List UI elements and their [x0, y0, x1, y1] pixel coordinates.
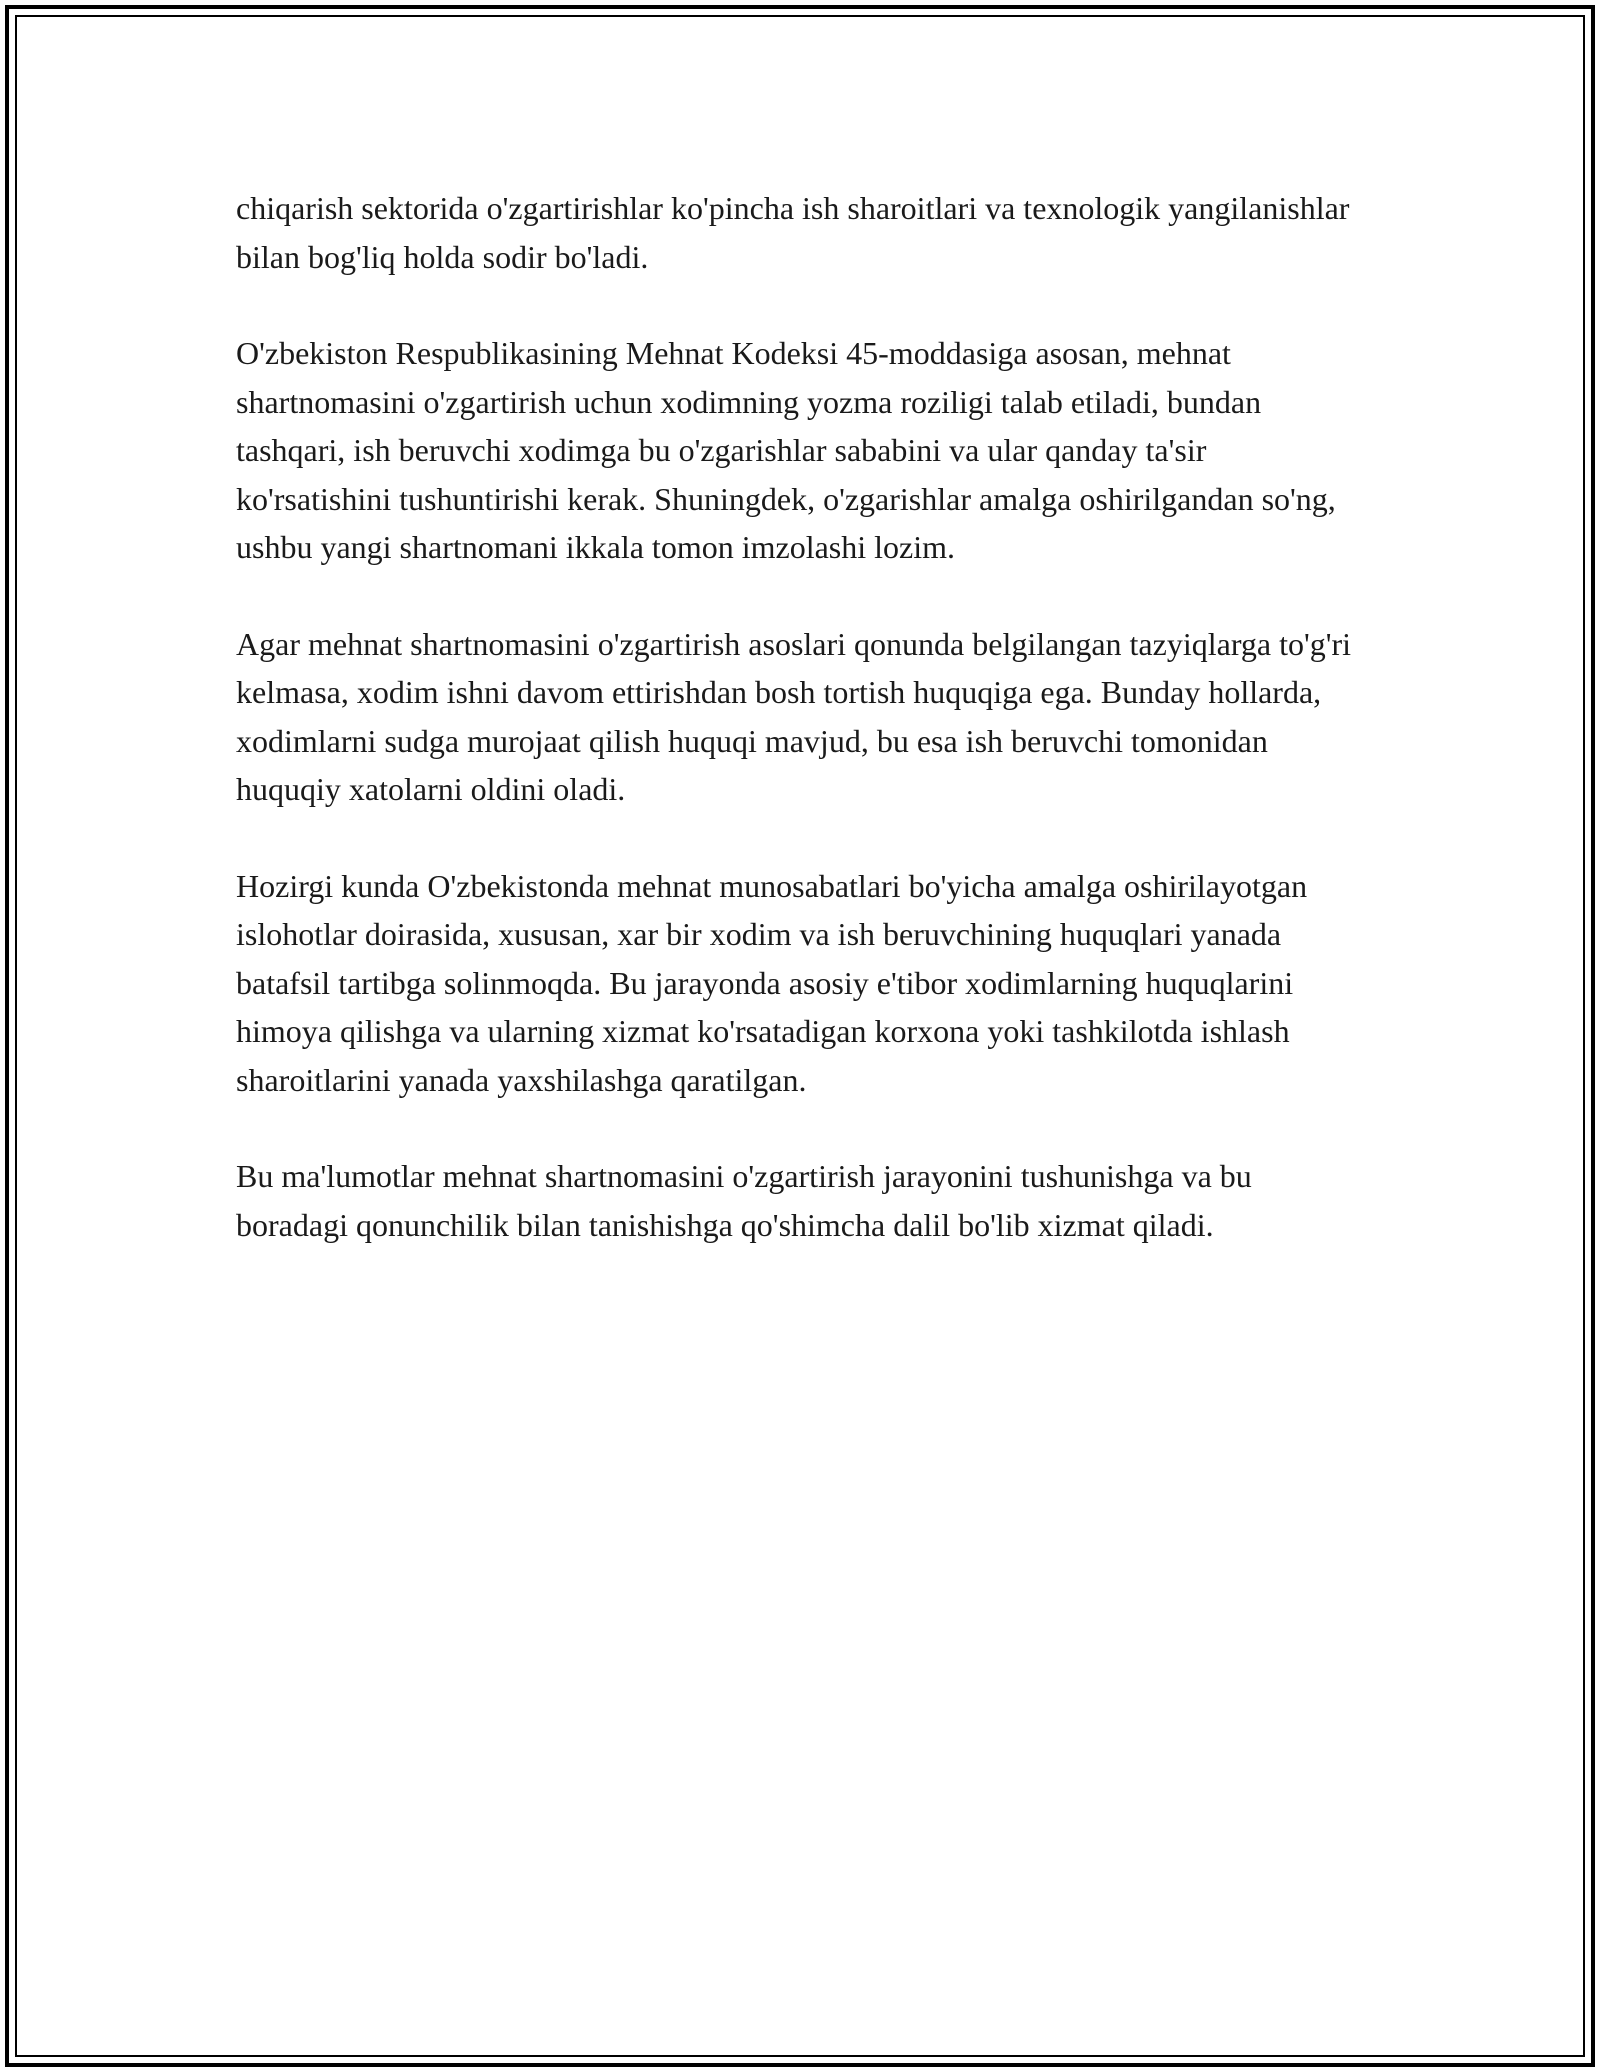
paragraph-1: chiqarish sektorida o'zgartirishlar ko'pincha ish sharoitlari va texnologik yangilanishlar bilan bog'liq holda sodir bo'ladi. [236, 190, 1350, 275]
document-body [236, 184, 1366, 1297]
paragraph-4: Hozirgi kunda O'zbekistonda mehnat munosabatlari bo'yicha amalga oshirilayotgan islohotlar doirasida, xususan, xar bir xodim va ish beruvchining huquqlari yanada batafsil tartibga solinmoqda. Bu jarayonda asosiy e'tibor xodimlarning huquqlarini himoya qilishga va ularning xizmat ko'rsatadigan korxona yoki tashkilotda ishlash sharoitlarini yanada yaxshilashga qaratilgan. [236, 867, 1308, 1098]
paragraph-5: Bu ma'lumotlar mehnat shartnomasini o'zgartirish jarayonini tushunishga va bu boradagi qonunchilik bilan tanishishga qo'shimcha dalil bo'lib xizmat qiladi. [236, 1158, 1252, 1243]
paragraph-2: O'zbekiston Respublikasining Mehnat Kodeksi 45-moddasiga asosan, mehnat shartnomasini o'zgartirish uchun xodimning yozma roziligi talab etiladi, bundan tashqari, ish beruvchi xodimga bu o'zgarishlar sababini va ular qanday ta'sir ko'rsatishini tushuntirishi kerak. Shuningdek, o'zgarishlar amalga oshirilgandan so'ng, ushbu yangi shartnomani ikkala tomon imzolashi lozim. [236, 335, 1336, 565]
paragraph-3: Agar mehnat shartnomasini o'zgartirish asoslari qonunda belgilangan tazyiqlarga to'g'ri kelmasa, xodim ishni davom ettirishdan bosh tortish huquqiga ega. Bunday hollarda, xodimlarni sudga murojaat qilish huquqi mavjud, bu esa ish beruvchi tomonidan huquqiy xatolarni oldini oladi. [236, 625, 1352, 807]
